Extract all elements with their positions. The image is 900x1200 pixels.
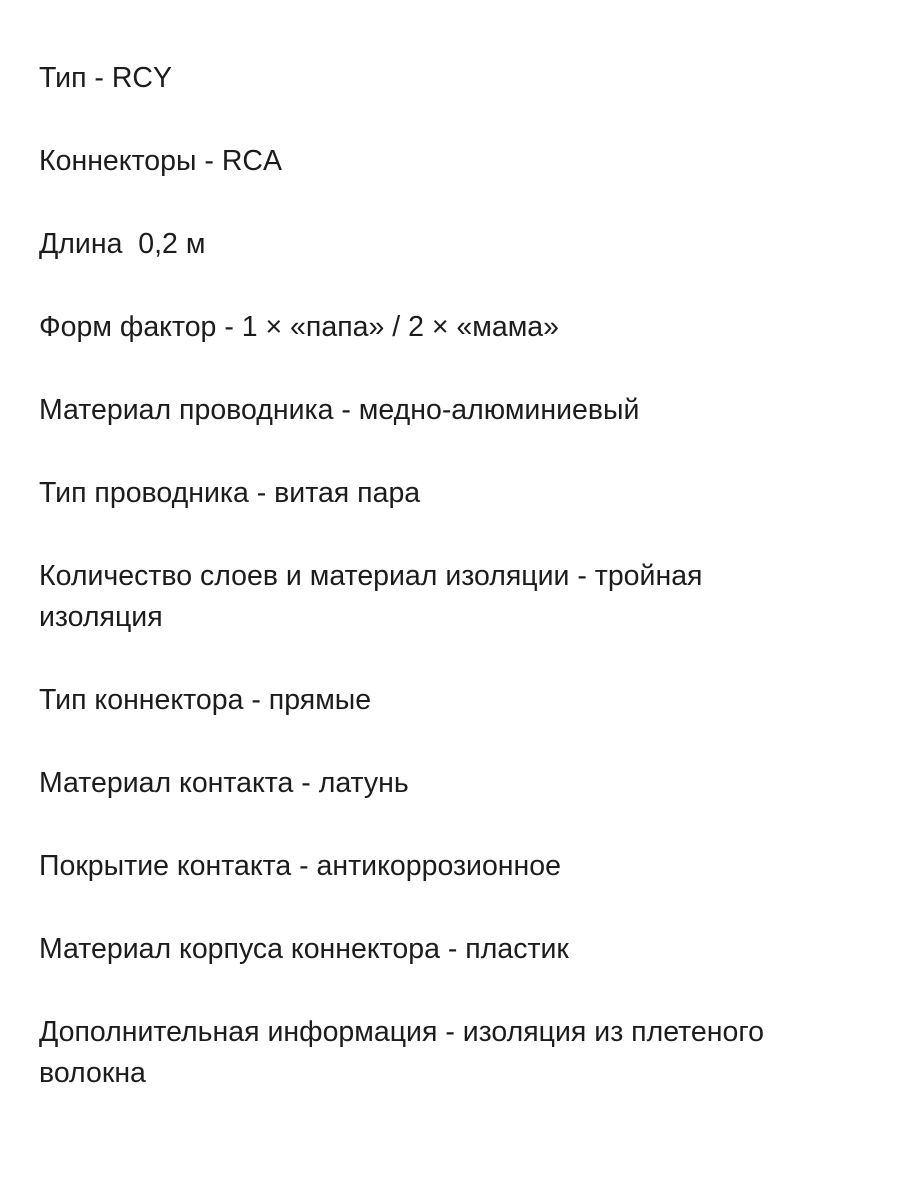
spec-connectors: Коннекторы - RCA	[39, 145, 282, 177]
spec-form-factor: Форм фактор - 1 × «папа» / 2 × «мама»	[39, 311, 559, 343]
spec-contact-coating: Покрытие контакта - антикоррозионное	[39, 850, 561, 882]
spec-connector-type: Тип коннектора - прямые	[39, 684, 372, 716]
spec-length: Длина 0,2 м	[39, 228, 206, 260]
spec-housing-material: Материал корпуса коннектора - пластик	[39, 933, 569, 965]
spec-list	[39, 58, 879, 1136]
spec-contact-material: Материал контакта - латунь	[39, 767, 409, 799]
spec-insulation: Количество слоев и материал изоляции - тройная изоляция	[39, 560, 703, 633]
spec-additional-info: Дополнительная информация - изоляция из плетеного волокна	[39, 1016, 764, 1089]
spec-conductor-type: Тип проводника - витая пара	[39, 477, 421, 509]
spec-conductor-material: Материал проводника - медно-алюминиевый	[39, 394, 640, 426]
spec-type: Тип - RCY	[39, 62, 173, 94]
